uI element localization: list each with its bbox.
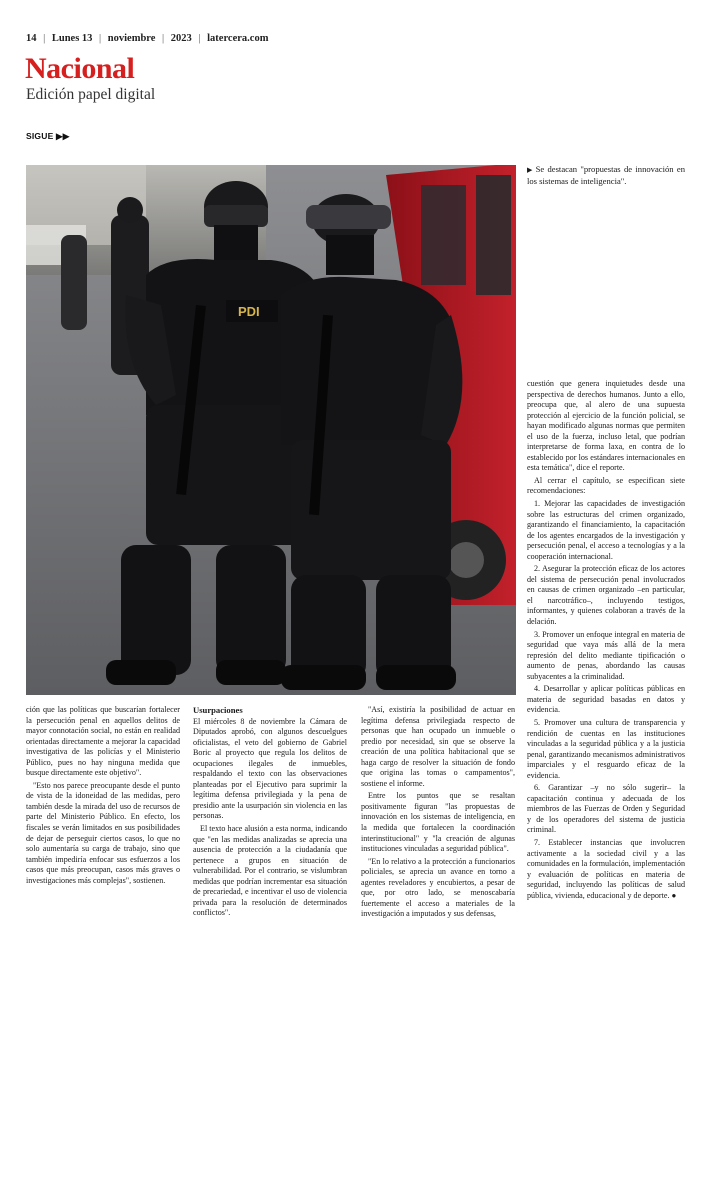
section-title: Nacional [25,52,135,85]
issue-month: noviembre [107,33,156,44]
paragraph: "En lo relativo a la protección a funcionarios policiales, se aprecia un avance en torno a agentes reveladores y encubiertos, a pesar de que, por otro lado, se menoscabaría fuertemente el acceso a materiales de la investigación a imputados y sus defensas, [361,856,515,919]
article-column-2 [193,705,347,921]
paragraph: ción que las políticas que buscarían fortalecer la persecución penal en aquellos delitos de mayor connotación social, no están en realidad orientadas directamente a mejorar la capacidad investigativa de las policías y el Ministerio Público, pues no hay ninguna medida que busque directamente este objetivo". [26,705,180,778]
paragraph: "Así, existiría la posibilidad de actuar en legítima defensa privilegiada respecto de personas que han ocupado un inmueble o predio por necesidad, sin que se observe la creación de una política habitacional que se haga cargo de resolver la situación de fondo que origina las tomas o campamentos", sostiene el informe. [361,705,515,788]
article-column-1 [26,705,180,888]
pull-quote-text: Se destacan "propuestas de innovación en los sistemas de inteligencia". [527,164,685,186]
paragraph: Entre los puntos que se resaltan positivamente figuran "las propuestas de innovación en los sistemas de inteligencia, en la medida que fortalecen la coordinación interinstitucional" y "la creación de algunas instituciones vinculadas a seguridad pública". [361,791,515,854]
page-number: 14 [26,33,37,44]
paragraph: "Esto nos parece preocupante desde el punto de vista de la idoneidad de las medidas, pero también desde la mirada del uso de recursos de parte del Ministerio Público. En efecto, los fiscales se verán limitados en sus posibilidades de dejar de perseguir ciertos casos, lo que no solo aumentaría su carga de trabajo, sino que también impediría enfocar sus esfuerzos a los casos que más preocupan, casos más graves o investigaciones más complejas", sostienen. [26,780,180,885]
edition-label: Edición papel digital [26,86,156,103]
article-photo [26,165,516,695]
subheading: Usurpaciones [193,705,243,715]
paragraph: Al cerrar el capítulo, se especifican siete recomendaciones: [527,475,685,496]
paragraph: cuestión que genera inquietudes desde una perspectiva de derechos humanos. Junto a ello, preocupa que, al alero de una supuesta protección al ejercicio de la función policial, se hayan modificado algunas normas que permiten el uso de la fuerza, incluso letal, que podrían interpretarse de forma laxa, en contra de lo establecido por los estándares internacionales en esta temática", dice el reporte. [527,379,685,473]
recommendation-item: 3. Promover un enfoque integral en materia de seguridad que vaya más allá de la mera represión del delito mediante tipificación o aumento de penas, abordando las causas subyacentes a la criminalidad. [527,629,685,681]
recommendation-item: 4. Desarrollar y aplicar políticas públicas en materia de seguridad basadas en datos y evidencia. [527,684,685,715]
separator: | [162,33,165,44]
paragraph: El miércoles 8 de noviembre la Cámara de Diputados aprobó, con algunos descuelgues oficialistas, el veto del gobierno de Gabriel Boric al proyecto que regula los delitos de ocupaciones ilegales de inmuebles, respaldando el texto con las observaciones planteadas por el Ejecutivo para suprimir la legítima defensa privilegiada y la pena de presidio ante la usurpación sin violencia en las personas. [193,716,347,821]
article-column-3 [361,705,515,922]
recommendation-item: 5. Promover una cultura de transparencia y rendición de cuentas en las instituciones vinculadas a la seguridad pública y a la justicia penal, garantizando mecanismos administrativos imparciales y el resguardo eficaz de la evidencia. [527,717,685,780]
pull-quote [527,164,685,189]
end-mark-icon: ● [671,890,677,900]
recommendation-item: 6. Garantizar –y no sólo sugerir– la capacitación continua y adecuada de los miembros de las Fuerzas de Orden y Seguridad y de los operadores del sistema de justicia criminal. [527,783,685,835]
triangle-marker-icon: ▶ [527,166,534,174]
issue-year: 2023 [170,33,192,44]
police-officers-photo [26,165,516,695]
issue-date: Lunes 13 [51,33,93,44]
separator: | [99,33,102,44]
recommendation-item: 1. Mejorar las capacidades de investigación sobre las estructuras del crimen organizado, garantizando el financiamiento, la capacitación de los agentes encargados de la investigación y persecución penal, el acceso a tecnologías y a la cooperación internacional. [527,499,685,561]
separator: | [198,33,201,44]
site-link[interactable]: latercera.com [207,33,269,44]
paragraph: El texto hace alusión a esta norma, indicando que "en las medidas analizadas se aprecia una ausencia de protección a la ciudadanía que pertenece a grupos en situación de vulnerabilidad. Por el contrario, se vislumbran medidas que podrían incrementar esa situación de precariedad, e incentivar el uso de violencia privada para la resolución de determinados conflictos". [193,823,347,918]
recommendation-item: 2. Asegurar la protección eficaz de los actores del sistema de persecución penal involucrados en causas de crimen organizado –en particular, el narcotráfico–, incluyendo testigos, informantes, y quienes colaboran a través de la delación. [527,564,685,627]
vest-label: PDI [238,304,260,319]
recommendation-text: 7. Establecer instancias que involucren activamente a la sociedad civil y a las comunidades en la formulación, implementación y evaluación de políticas en materia de seguridad, incluyendo las políticas de salud pública, vivienda, educacional y de deporte. [527,837,686,900]
article-column-4 [527,379,685,903]
page-header-bar [26,33,686,44]
recommendation-item [527,838,685,901]
separator: | [43,33,46,44]
continue-marker: SIGUE ▶▶ [26,131,70,141]
